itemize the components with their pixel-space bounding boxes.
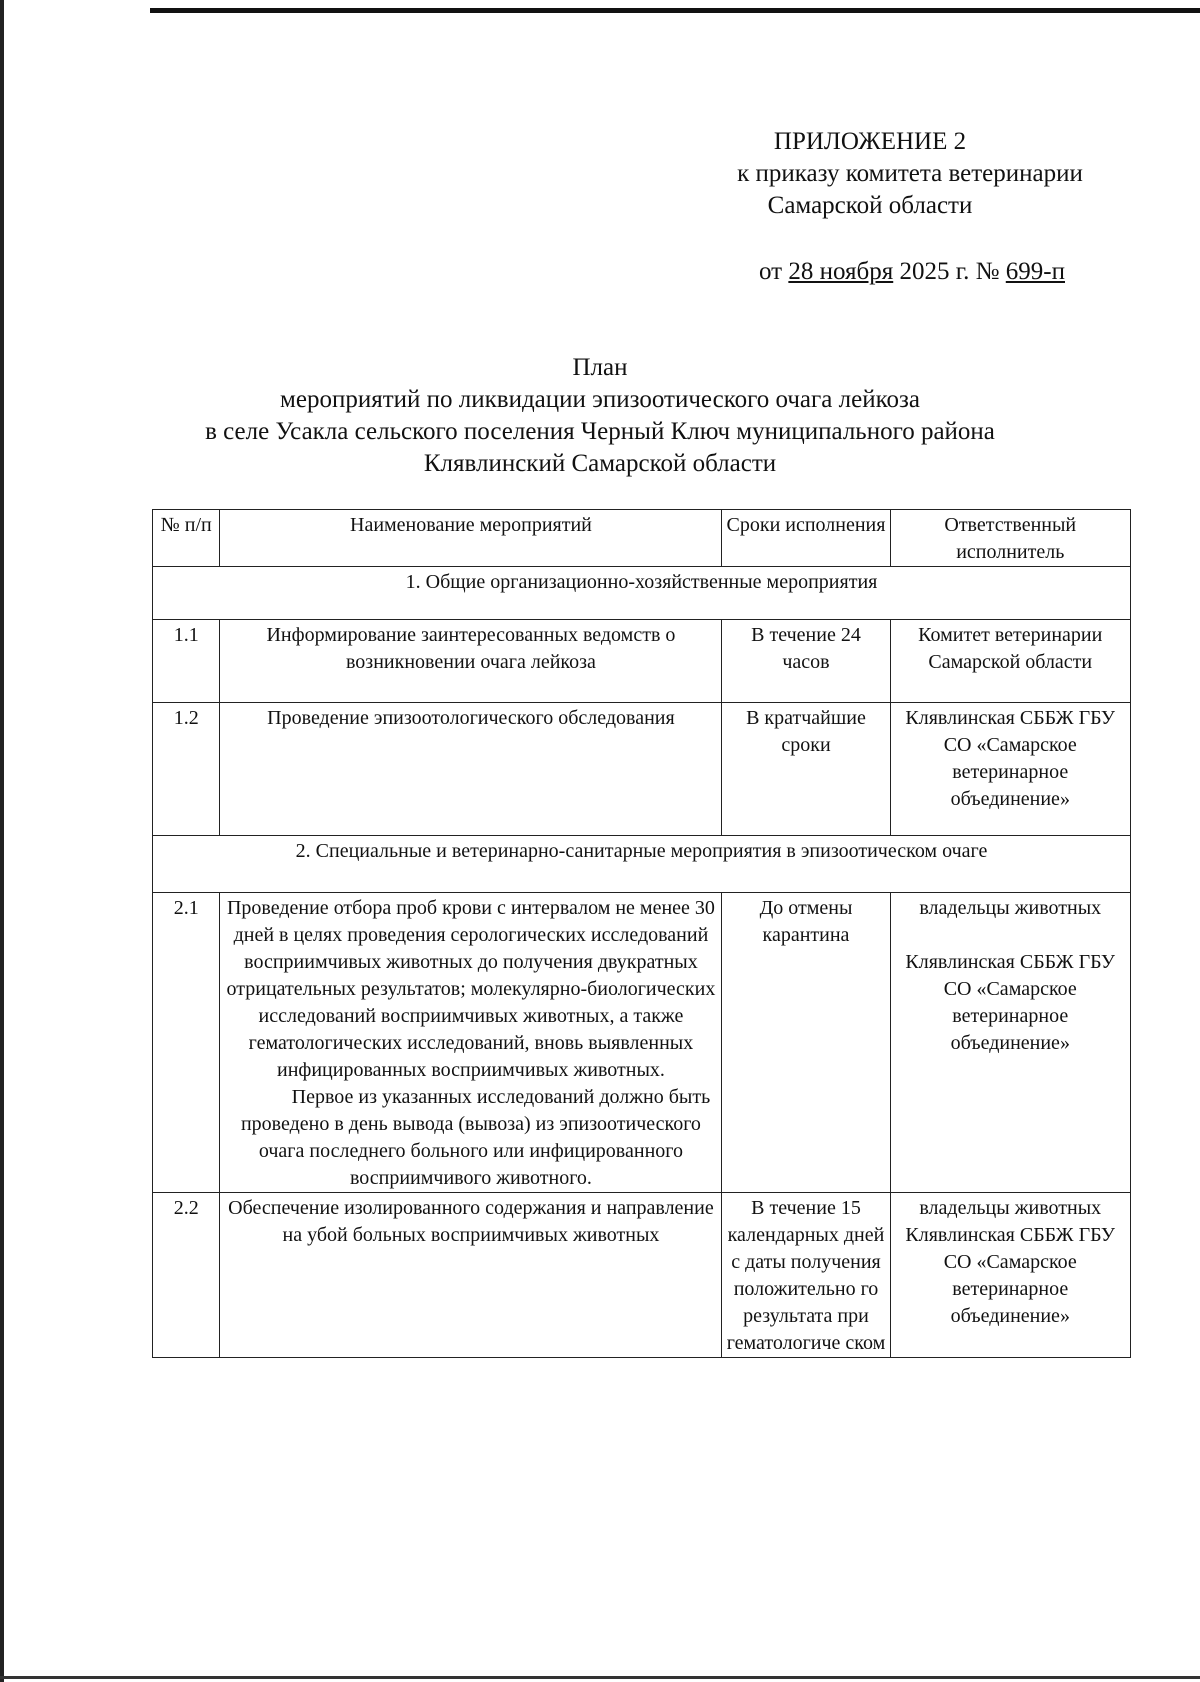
row-resp: Комитет ветеринарии Самарской области	[890, 620, 1131, 703]
date-year: 2025 г. №	[893, 258, 1006, 285]
row-name: Проведение эпизоотологического обследования	[220, 703, 722, 836]
plan-subtitle-2: в селе Усакла сельского поселения Черный Ключ муниципального района	[205, 418, 995, 445]
scan-edge-left	[0, 0, 4, 1682]
plan-subtitle-1: мероприятий по ликвидации эпизоотического очага лейкоза	[280, 386, 920, 413]
table-header-row	[153, 510, 1131, 567]
scan-edge-bottom	[0, 1676, 1200, 1679]
section-row-2	[153, 836, 1131, 893]
plan-heading	[100, 352, 1100, 480]
row-num: 1.1	[153, 620, 220, 703]
row-num: 1.2	[153, 703, 220, 836]
plan-subtitle-3: Клявлинский Самарской области	[423, 450, 777, 477]
row-term: До отмены карантина	[722, 893, 890, 1193]
table-row	[153, 1193, 1131, 1358]
plan-title: План	[572, 354, 628, 381]
row-name: Информирование заинтересованных ведомств о возникновении очага лейкоза	[220, 620, 722, 703]
row-name	[220, 893, 722, 1193]
annex-block	[700, 126, 1120, 222]
section-1-title: 1. Общие организационно-хозяйственные мероприятия	[153, 567, 1131, 620]
header-num: № п/п	[153, 510, 220, 567]
table-row	[153, 620, 1131, 703]
row-num: 2.1	[153, 893, 220, 1193]
header-resp: Ответственный исполнитель	[890, 510, 1131, 567]
order-number: 699-п	[1005, 258, 1065, 285]
annex-line-1: к приказу комитета ветеринарии	[737, 160, 1083, 187]
spacer	[895, 922, 1127, 949]
plan-table	[152, 509, 1131, 1358]
section-2-title: 2. Специальные и ветеринарно-санитарные мероприятия в эпизоотическом очаге	[153, 836, 1131, 893]
table-row	[153, 703, 1131, 836]
header-name: Наименование мероприятий	[220, 510, 722, 567]
row-resp: Клявлинская СББЖ ГБУ СО «Самарское ветеринарное объединение»	[890, 703, 1131, 836]
row-resp-part-1: владельцы животных	[919, 897, 1102, 919]
row-term: В кратчайшие сроки	[722, 703, 890, 836]
row-term: В течение 24 часов	[722, 620, 890, 703]
row-num: 2.2	[153, 1193, 220, 1358]
row-name-part-2: Первое из указанных исследований должно быть проведено в день вывода (вывоза) из эпизоотического очага последнего больного или инфицированного восприимчивого животного.	[240, 1086, 711, 1189]
table-row	[153, 893, 1131, 1193]
annex-title: ПРИЛОЖЕНИЕ 2	[773, 128, 967, 155]
row-term: В течение 15 календарных дней с даты получения положительно го результата при гематологиче ском	[722, 1193, 890, 1358]
row-resp	[890, 893, 1131, 1193]
row-name-part-1: Проведение отбора проб крови с интервалом не менее 30 дней в целях проведения серологических исследований восприимчивых животных до получения двукратных отрицательных результатов; молекулярно-биологических исследований восприимчивых животных, а также гематологических исследований, вновь выявленных инфицированных восприимчивых животных.	[226, 897, 716, 1081]
section-row-1	[153, 567, 1131, 620]
date-day-month: 28 ноября	[788, 258, 894, 285]
row-resp: владельцы животных Клявлинская СББЖ ГБУ СО «Самарское ветеринарное объединение»	[890, 1193, 1131, 1358]
row-name: Обеспечение изолированного содержания и направление на убой больных восприимчивых животных	[220, 1193, 722, 1358]
row-resp-part-2: Клявлинская СББЖ ГБУ СО «Самарское ветеринарное объединение»	[905, 951, 1116, 1054]
annex-line-2: Самарской области	[767, 192, 973, 219]
date-prefix: от	[759, 258, 789, 285]
header-term: Сроки исполнения	[722, 510, 890, 567]
order-date	[759, 256, 1065, 288]
scan-edge-top	[150, 8, 1200, 13]
